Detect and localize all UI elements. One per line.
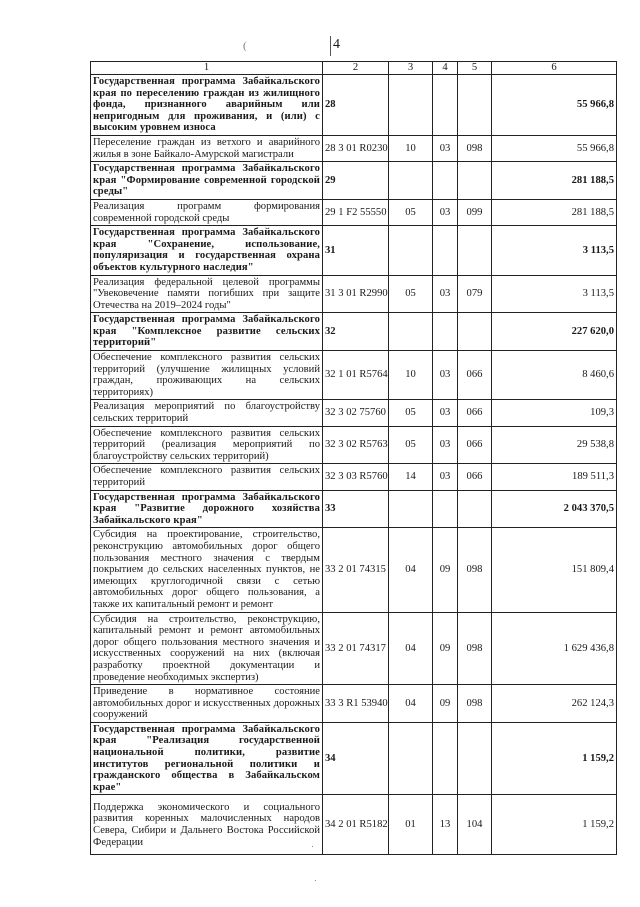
row-expense-type xyxy=(458,75,492,136)
row-amount: 2 043 370,5 xyxy=(492,490,617,528)
row-expense-type: 079 xyxy=(458,275,492,313)
row-section: 05 xyxy=(389,400,433,426)
row-amount: 55 966,8 xyxy=(492,135,617,161)
row-subsection: 09 xyxy=(433,685,458,723)
row-expense-type: 066 xyxy=(458,400,492,426)
column-header: 2 xyxy=(323,62,389,75)
column-header: 6 xyxy=(492,62,617,75)
row-subsection xyxy=(433,490,458,528)
row-amount: 227 620,0 xyxy=(492,313,617,351)
row-subsection: 03 xyxy=(433,135,458,161)
row-section: 04 xyxy=(389,528,433,612)
row-subsection: 03 xyxy=(433,275,458,313)
row-code: 28 3 01 R0230 xyxy=(323,135,389,161)
row-name: Поддержка экономического и социального развития коренных малочисленных народов Севера, Сибири и Дальнего Востока Российской Федерации xyxy=(91,795,323,855)
row-name: Переселение граждан из ветхого и аварийного жилья в зоне Байкало-Амурской магистрали xyxy=(91,135,323,161)
row-name: Государственная программа Забайкальского края "Развитие дорожного хозяйства Забайкальского края" xyxy=(91,490,323,528)
row-subsection: 03 xyxy=(433,426,458,464)
row-name: Обеспечение комплексного развития сельских территорий xyxy=(91,464,323,490)
row-amount: 1 159,2 xyxy=(492,795,617,855)
row-subsection: 09 xyxy=(433,612,458,685)
row-section xyxy=(389,490,433,528)
budget-allocation-table xyxy=(90,61,617,855)
table-row xyxy=(91,275,617,313)
table-row xyxy=(91,464,617,490)
table-row xyxy=(91,528,617,612)
row-code: 33 3 R1 53940 xyxy=(323,685,389,723)
row-name: Государственная программа Забайкальского края "Реализация государственной национальной политики, развитие институтов региональной политики и гражданского общества в Забайкальском крае" xyxy=(91,722,323,795)
row-code: 33 xyxy=(323,490,389,528)
row-expense-type xyxy=(458,162,492,200)
row-subsection xyxy=(433,162,458,200)
row-section: 10 xyxy=(389,351,433,400)
row-section: 05 xyxy=(389,426,433,464)
row-code: 29 xyxy=(323,162,389,200)
row-code: 34 2 01 R5182 xyxy=(323,795,389,855)
program-row xyxy=(91,722,617,795)
row-amount: 3 113,5 xyxy=(492,226,617,275)
row-section: 04 xyxy=(389,612,433,685)
row-expense-type: 104 xyxy=(458,795,492,855)
row-amount: 1 629 436,8 xyxy=(492,612,617,685)
row-section: 10 xyxy=(389,135,433,161)
row-code: 31 3 01 R2990 xyxy=(323,275,389,313)
program-row xyxy=(91,313,617,351)
table-header-row xyxy=(91,62,617,75)
row-amount: 109,3 xyxy=(492,400,617,426)
row-name: Государственная программа Забайкальского края "Формирование современной городской среды" xyxy=(91,162,323,200)
row-subsection: 03 xyxy=(433,400,458,426)
row-name: Реализация мероприятий по благоустройству сельских территорий xyxy=(91,400,323,426)
row-expense-type: 098 xyxy=(458,612,492,685)
row-amount: 281 188,5 xyxy=(492,162,617,200)
row-expense-type: 098 xyxy=(458,685,492,723)
row-code: 32 3 02 75760 xyxy=(323,400,389,426)
row-subsection: 03 xyxy=(433,464,458,490)
table-body xyxy=(91,75,617,855)
row-code: 33 2 01 74315 xyxy=(323,528,389,612)
table-row xyxy=(91,426,617,464)
row-code: 34 xyxy=(323,722,389,795)
row-code: 33 2 01 74317 xyxy=(323,612,389,685)
row-expense-type: 066 xyxy=(458,351,492,400)
row-section xyxy=(389,722,433,795)
program-row xyxy=(91,226,617,275)
row-amount: 8 460,6 xyxy=(492,351,617,400)
row-name: Субсидия на проектирование, строительство, реконструкцию автомобильных дорог общего пользования местного значения с твердым покрытием до сельских населенных пунктов, не имеющих круглогодичной связи с сетью автомобильных дорог общего пользования, а также их капитальный ремонт и ремонт xyxy=(91,528,323,612)
row-name: Реализация федеральной целевой программы "Увековечение памяти погибших при защите Отечества на 2019–2024 годы" xyxy=(91,275,323,313)
row-section: 14 xyxy=(389,464,433,490)
program-row xyxy=(91,490,617,528)
table-row xyxy=(91,351,617,400)
row-code: 31 xyxy=(323,226,389,275)
row-subsection xyxy=(433,226,458,275)
row-section: 05 xyxy=(389,275,433,313)
row-name: Государственная программа Забайкальского края "Сохранение, использование, популяризация и государственная охрана объектов культурного наследия" xyxy=(91,226,323,275)
column-header: 4 xyxy=(433,62,458,75)
row-section: 01 xyxy=(389,795,433,855)
row-code: 32 xyxy=(323,313,389,351)
table-row xyxy=(91,135,617,161)
row-amount: 262 124,3 xyxy=(492,685,617,723)
row-expense-type: 098 xyxy=(458,528,492,612)
row-code: 29 1 F2 55550 xyxy=(323,199,389,225)
row-amount: 1 159,2 xyxy=(492,722,617,795)
column-header: 3 xyxy=(389,62,433,75)
program-row xyxy=(91,75,617,136)
program-row xyxy=(91,162,617,200)
row-expense-type: 098 xyxy=(458,135,492,161)
row-expense-type xyxy=(458,313,492,351)
row-code: 32 3 02 R5763 xyxy=(323,426,389,464)
row-name: Субсидия на строительство, реконструкцию, капитальный ремонт и ремонт автомобильных дорог общего пользования местного значения и искусственных сооружений на них (включая разработку проектной документации и проведение необходимых экспертиз) xyxy=(91,612,323,685)
row-subsection xyxy=(433,75,458,136)
table-row xyxy=(91,199,617,225)
row-amount: 281 188,5 xyxy=(492,199,617,225)
row-subsection: 03 xyxy=(433,199,458,225)
row-subsection: 09 xyxy=(433,528,458,612)
row-expense-type xyxy=(458,722,492,795)
row-subsection xyxy=(433,722,458,795)
row-subsection xyxy=(433,313,458,351)
page-number: 4 xyxy=(333,37,340,52)
row-section xyxy=(389,75,433,136)
row-amount: 151 809,4 xyxy=(492,528,617,612)
row-code: 32 3 03 R5760 xyxy=(323,464,389,490)
row-subsection: 03 xyxy=(433,351,458,400)
scan-mark: ( xyxy=(243,40,247,52)
row-expense-type: 099 xyxy=(458,199,492,225)
row-name: Реализация программ формирования современной городской среды xyxy=(91,199,323,225)
row-name: Обеспечение комплексного развития сельских территорий (реализация мероприятий по благоустройству сельских территорий) xyxy=(91,426,323,464)
row-amount: 29 538,8 xyxy=(492,426,617,464)
table-row xyxy=(91,795,617,855)
row-subsection: 13 xyxy=(433,795,458,855)
table-row xyxy=(91,685,617,723)
row-code: 32 1 01 R5764 xyxy=(323,351,389,400)
column-header: 1 xyxy=(91,62,323,75)
row-name: Приведение в нормативное состояние автомобильных дорог и искусственных дорожных сооружений xyxy=(91,685,323,723)
row-amount: 189 511,3 xyxy=(492,464,617,490)
row-amount: 3 113,5 xyxy=(492,275,617,313)
row-section xyxy=(389,313,433,351)
row-expense-type: 066 xyxy=(458,426,492,464)
page-top-divider xyxy=(330,36,331,56)
row-section xyxy=(389,162,433,200)
row-amount: 55 966,8 xyxy=(492,75,617,136)
row-name: Государственная программа Забайкальского края по переселению граждан из жилищного фонда, признанного аварийным или непригодным для проживания, и (или) с высоким уровнем износа xyxy=(91,75,323,136)
row-name: Обеспечение комплексного развития сельских территорий (улучшение жилищных условий граждан, проживающих на сельских территориях) xyxy=(91,351,323,400)
row-section xyxy=(389,226,433,275)
scan-speck xyxy=(315,880,316,881)
row-expense-type xyxy=(458,226,492,275)
row-section: 04 xyxy=(389,685,433,723)
row-section: 05 xyxy=(389,199,433,225)
row-code: 28 xyxy=(323,75,389,136)
row-expense-type xyxy=(458,490,492,528)
row-name: Государственная программа Забайкальского края "Комплексное развитие сельских территорий" xyxy=(91,313,323,351)
table-row xyxy=(91,400,617,426)
column-header: 5 xyxy=(458,62,492,75)
row-expense-type: 066 xyxy=(458,464,492,490)
table-row xyxy=(91,612,617,685)
